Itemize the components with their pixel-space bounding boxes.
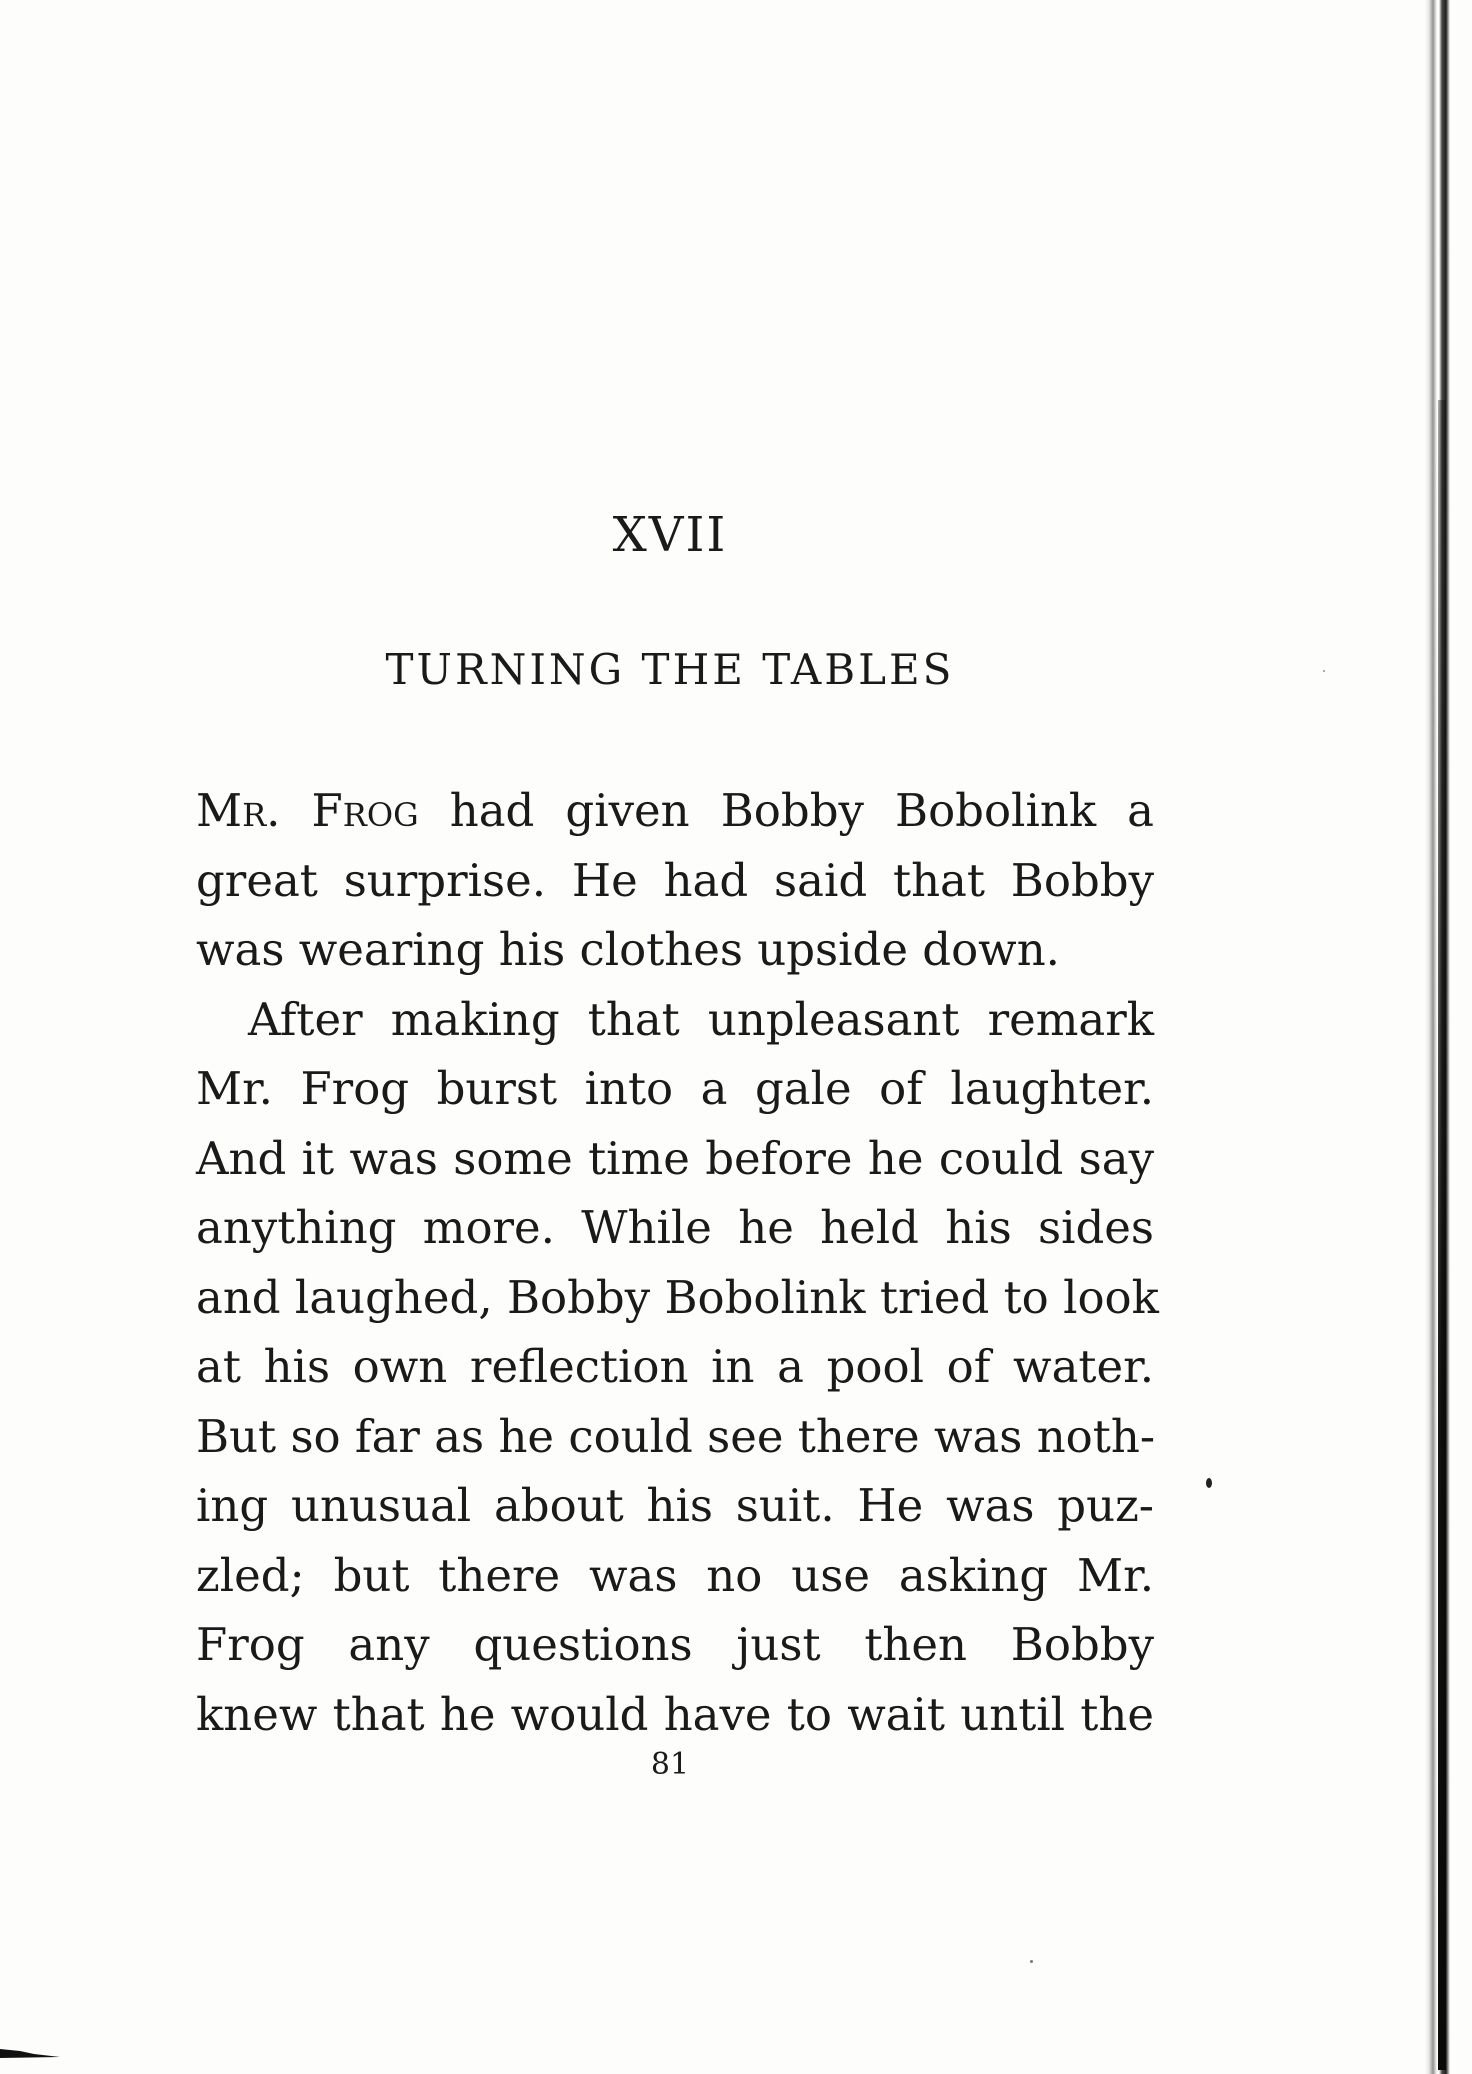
text-line: at his own reflection in a pool of water. [196, 1340, 1154, 1393]
text-line-rest: had given Bobby Bobolink a [418, 784, 1154, 837]
text-line: But so far as he could see there was noth- [196, 1409, 1156, 1463]
text-line: great surprise. He had said that Bobby [196, 853, 1154, 907]
text-line: anything more. While he held his sides [196, 1201, 1154, 1254]
text-line: And it was some time before he could say [196, 1131, 1154, 1185]
text-line: Frog any questions just then Bobby [196, 1618, 1154, 1671]
chapter-title: TURNING THE TABLES [385, 645, 955, 694]
scan-speck [1206, 1478, 1212, 1488]
scan-corner-mark [0, 2045, 60, 2059]
page-number: 81 [650, 1747, 690, 1782]
text-line: knew that he would have to wait until the [196, 1687, 1154, 1741]
text-line-lead: Mr. Frog [196, 784, 419, 837]
text-line: After making that unpleasant remark [248, 992, 1154, 1046]
scan-speck [1030, 1960, 1033, 1963]
scan-speck [1323, 670, 1325, 672]
binding-edge-dark-strip [1438, 400, 1446, 2070]
text-line: zled; but there was no use asking Mr. [196, 1548, 1154, 1602]
chapter-number: XVII [612, 507, 728, 563]
text-line [196, 776, 1154, 846]
text-line: was wearing his clothes upside down. [196, 923, 1060, 976]
text-line: Mr. Frog burst into a gale of laughter. [196, 1062, 1154, 1115]
chapter-body [196, 776, 1159, 1749]
binding-edge-shadow [1425, 0, 1472, 2074]
text-line: and laughed, Bobby Bobolink tried to look [196, 1270, 1159, 1324]
text-line: ing unusual about his suit. He was puz- [196, 1479, 1154, 1532]
